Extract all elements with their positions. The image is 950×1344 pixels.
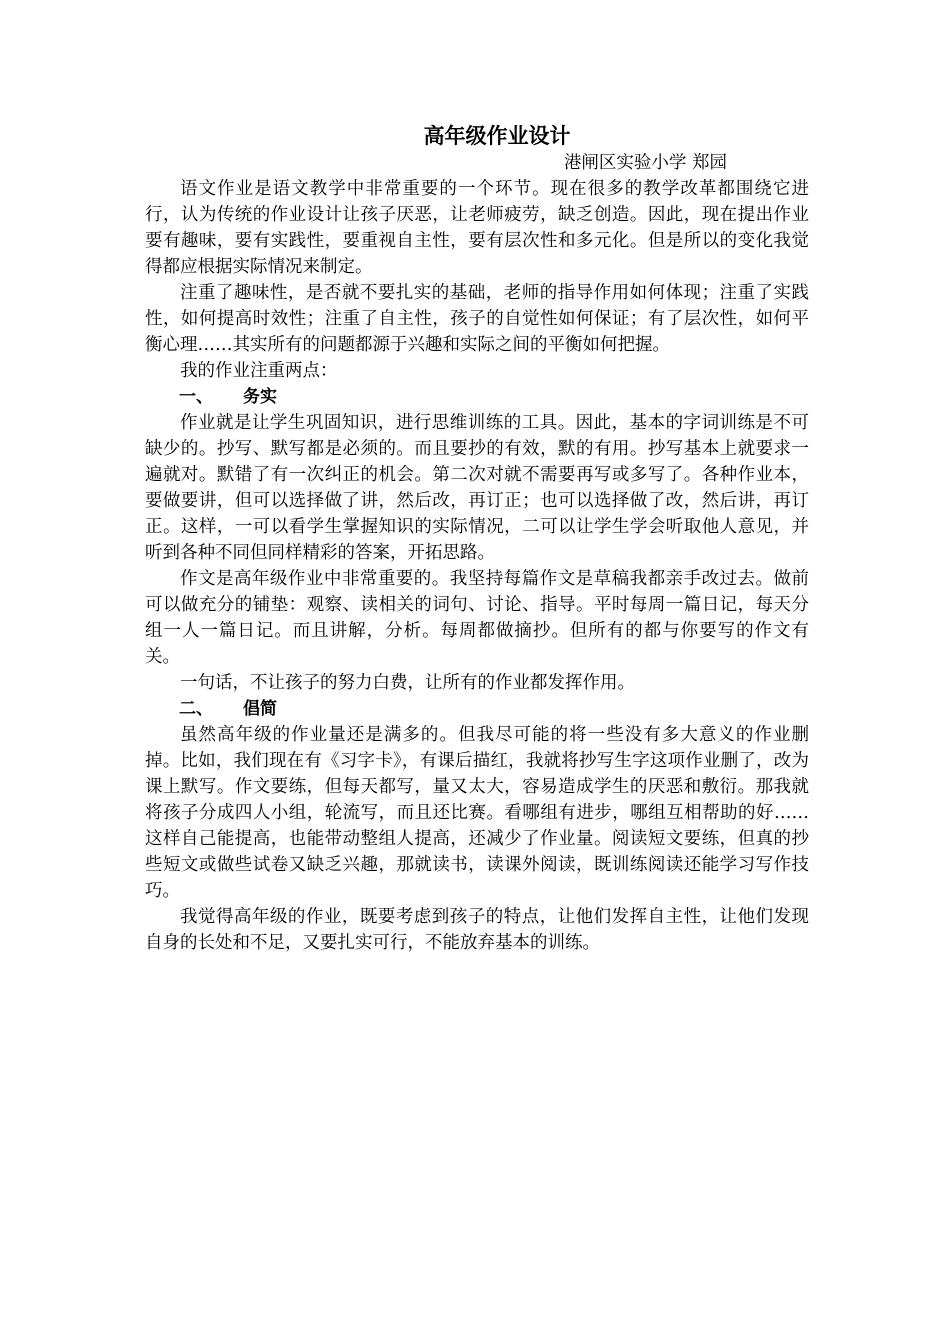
section-number: 一、: [179, 387, 213, 407]
section-heading-2: [145, 696, 809, 722]
section2-paragraph-2: 我觉得高年级的作业，既要考虑到孩子的特点，让他们发挥自主性，让他们发现自身的长处和不足，又要扎实可行，不能放弃基本的训练。: [145, 907, 809, 953]
intro-paragraph-2: 注重了趣味性，是否就不要扎实的基础，老师的指导作用如何体现；注重了实践性，如何提高时效性；注重了自主性，孩子的自觉性如何保证；有了层次性，如何平衡心理……其实所有的问题都源于兴趣和实际之间的平衡如何把握。: [145, 283, 809, 355]
section1-paragraph-3: 一句话，不让孩子的努力白费，让所有的作业都发挥作用。: [180, 673, 635, 693]
document-author: 港闸区实验小学 郑园: [563, 153, 727, 173]
intro-paragraph-3: 我的作业注重两点：: [180, 361, 338, 381]
document-title: 高年级作业设计: [423, 124, 571, 148]
section-title: 务实: [243, 387, 277, 407]
section1-paragraph-2: 作文是高年级作业中非常重要的。我坚持每篇作文是草稿我都亲手改过去。做前可以做充分的铺垫：观察、读相关的词句、讨论、指导。平时每周一篇日记，每天分组一人一篇日记。而且讲解，分析。每周都做摘抄。但所有的都与你要写的作文有关。: [145, 569, 809, 667]
intro-paragraph-1: 语文作业是语文教学中非常重要的一个环节。现在很多的教学改革都围绕它进行，认为传统的作业设计让孩子厌恶，让老师疲劳，缺乏创造。因此，现在提出作业要有趣味，要有实践性，要重视自主性，要有层次性和多元化。但是所以的变化我觉得都应根据实际情况来制定。: [145, 179, 809, 277]
section-heading-1: [145, 384, 809, 410]
section2-paragraph-1: 虽然高年级的作业量还是满多的。但我尽可能的将一些没有多大意义的作业删掉。比如，我们现在有《习字卡》，有课后描红，我就将抄写生字这项作业删了，改为课上默写。作文要练，但每天都写，量又太大，容易造成学生的厌恶和敷衍。那我就将孩子分成四人小组，轮流写，而且还比赛。看哪组有进步，哪组互相帮助的好……这样自己能提高，也能带动整组人提高，还减少了作业量。阅读短文要练，但真的抄些短文或做些试卷又缺乏兴趣，那就读书，读课外阅读，既训练阅读还能学习写作技巧。: [145, 725, 809, 901]
section-title: 倡简: [243, 699, 277, 719]
section1-paragraph-1: 作业就是让学生巩固知识，进行思维训练的工具。因此，基本的字词训练是不可缺少的。抄写、默写都是必须的。而且要抄的有效，默的有用。抄写基本上就要求一遍就对。默错了有一次纠正的机会。第二次对就不需要再写或多写了。各种作业本，要做要讲，但可以选择做了讲，然后改，再订正；也可以选择做了改，然后讲，再订正。这样，一可以看学生掌握知识的实际情况，二可以让学生学会听取他人意见，并听到各种不同但同样精彩的答案，开拓思路。: [145, 413, 809, 563]
document-body: [145, 122, 809, 956]
section-number: 二、: [179, 699, 213, 719]
